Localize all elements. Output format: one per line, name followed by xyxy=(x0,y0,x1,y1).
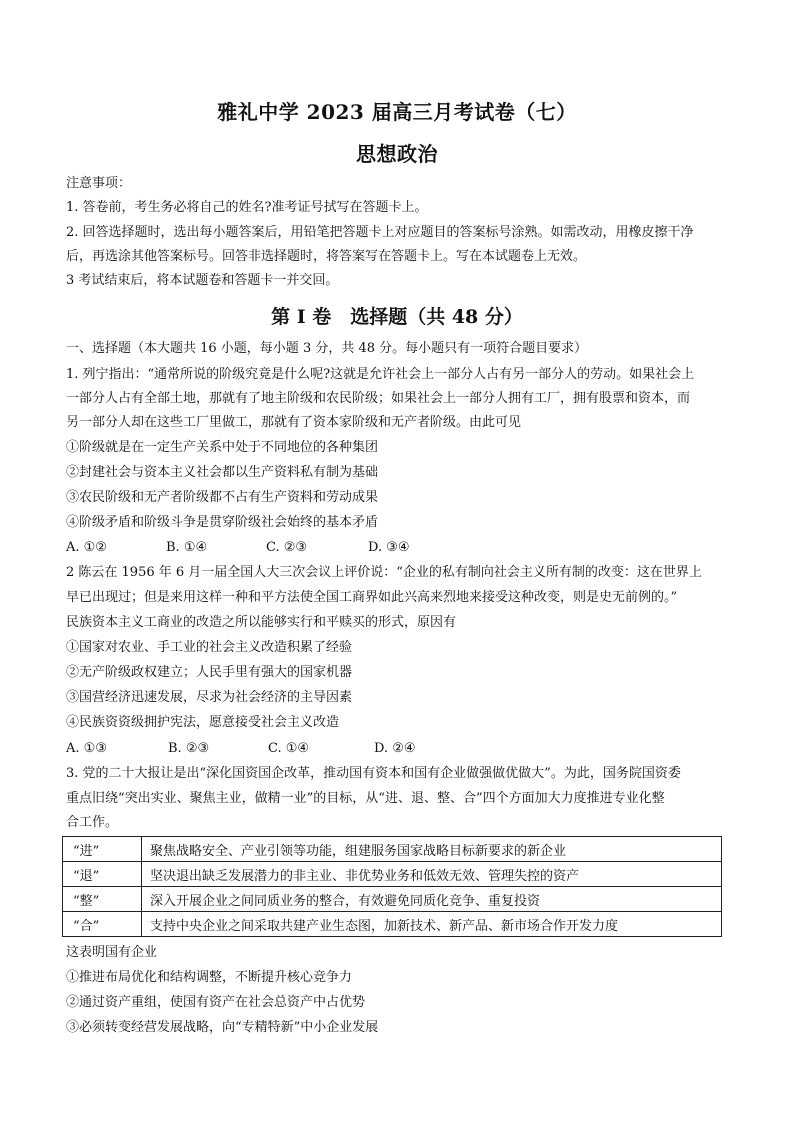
q1-option-d[interactable]: D. ③④ xyxy=(368,540,410,555)
notice-item-1: 1. 答卷前，考生务必将自己的姓名?准考证号拭写在答题卡上。 xyxy=(66,200,428,215)
q1-option-b[interactable]: B. ①④ xyxy=(166,540,208,555)
section-instruction: 一、选择题（本大题共 16 小题，每小题 3 分，共 48 分。每小题只有一项符合题目要求） xyxy=(66,341,588,356)
table-cell-key: “整” xyxy=(63,887,142,912)
q2-option-b[interactable]: B. ②③ xyxy=(168,741,210,756)
q1-statement-4: ④阶级矛盾和阶级斗争是贯穿阶级社会始终的基本矛盾 xyxy=(66,515,379,530)
table-cell-key: “合” xyxy=(63,912,142,937)
notice-item-2a: 2. 回答选择题时，选出每小题答案后，用铅笔把答题卡上对应题目的答案标号涂熟。如需改动，用橡皮擦干净 xyxy=(66,225,694,240)
table-cell-text: 聚焦战略安全、产业引领等功能，组建服务国家战略目标新要求的新企业 xyxy=(142,837,722,862)
q1-stem-line-3: 另一部分人却在这些工厂里做工，那就有了资本家阶级和无产者阶级。由此可见 xyxy=(66,415,522,430)
q3-stem-line-1: 3. 党的二十大报让是出“深化国资国企改革，推动国有资本和国有企业做强做优做大”。为此，国务院国资委 xyxy=(66,766,681,781)
q2-option-c[interactable]: C. ①④ xyxy=(268,741,310,756)
exam-title: 雅礼中学 2023 届高三月考试卷（七） xyxy=(217,100,577,124)
q1-statement-2: ②封建社会与资本主义社会都以生产资料私有制为基础 xyxy=(66,465,379,480)
q1-stem-line-1: 1. 列宁指出：“通常所说的阶级究竟是什么呢?这就是允许社会上一部分人占有另一部分人的劳动。如果社会上 xyxy=(66,367,695,382)
table-cell-text: 支持中央企业之间采取共建产业生态图，加新技术、新产品、新市场合作开发力度 xyxy=(142,912,722,937)
q1-option-a[interactable]: A. ①② xyxy=(66,540,107,555)
table-cell-key: “退” xyxy=(63,862,142,887)
notice-item-2b: 后，再选涂其他答案标号。回答非选择题时，将答案写在答题卡上。写在本试题卷上无效。 xyxy=(66,249,587,264)
q3-statement-3: ③必须转变经营发展战略，向“专精特新”中小企业发展 xyxy=(66,1020,379,1035)
q2-statement-4: ④民族资资级拥护宪法，愿意接受社会主义改造 xyxy=(66,715,340,730)
table-cell-text: 坚决退出缺乏发展潜力的非主业、非优势业务和低效无效、管理失控的资产 xyxy=(142,862,722,887)
q1-statement-1: ①阶级就是在一定生产关系中处于不同地位的各种集团 xyxy=(66,440,379,455)
q1-statement-3: ③农民阶级和无产者阶级都不占有生产资料和劳动成果 xyxy=(66,490,379,505)
table-row xyxy=(63,887,722,912)
notice-heading: 注意事项： xyxy=(66,176,132,191)
q2-statement-3: ③国营经济迅速发展，尽求为社会经济的主导因素 xyxy=(66,690,353,705)
section-title: 第 I 卷 选择题（共 48 分） xyxy=(271,306,523,328)
q2-statement-1: ①国家对农业、手工业的社会主义改造积累了经验 xyxy=(66,640,353,655)
q3-statement-2: ②通过资产重组，使国有资产在社会总资产中占优势 xyxy=(66,995,366,1010)
q3-reform-table xyxy=(62,836,722,937)
q3-statement-1: ①推进布局优化和结构调整，不断提升核心竞争力 xyxy=(66,970,353,985)
subject-title: 思想政治 xyxy=(356,142,438,166)
q1-option-c[interactable]: C. ②③ xyxy=(266,540,308,555)
q2-option-a[interactable]: A. ①③ xyxy=(66,741,107,756)
table-cell-text: 深入开展企业之间同质业务的整合，有效避免同质化竞争、重复投资 xyxy=(142,887,722,912)
table-row xyxy=(63,837,722,862)
notice-item-3: 3 考试结束后，将本试题卷和答题卡一并交回。 xyxy=(66,273,339,288)
table-row xyxy=(63,862,722,887)
table-row xyxy=(63,912,722,937)
q2-option-d[interactable]: D. ②④ xyxy=(374,741,416,756)
q2-stem-line-1: 2 陈云在 1956 年 6 月一届全国人大三次会议上评价说：“企业的私有制向社会主义所有制的改变：这在世界上 xyxy=(66,565,702,580)
q3-stem-line-2: 重点旧绕“突出实业、聚焦主业，做精一业”的目标，从“进、退、整、合”四个方面加大力度推进专业化整 xyxy=(66,791,665,806)
q2-stem-line-3: 民族资本主义工商业的改造之所以能够实行和平赎买的形式，原因有 xyxy=(66,615,457,630)
q3-stem-line-3: 合工作。 xyxy=(66,815,119,830)
q2-stem-line-2: 早已出现过；但是来用这样一种和平方法使全国工商界如此兴高来烈地来接受这种改变，则是史无前例的。” xyxy=(66,590,678,605)
table-cell-key: “进” xyxy=(63,837,142,862)
q1-stem-line-2: 一部分人占有全部土地，那就有了地主阶级和农民阶级；如果社会上一部分人拥有工厂，拥有股票和资本，而 xyxy=(66,391,691,406)
q3-after-table: 这表明国有企业 xyxy=(66,945,158,960)
q2-statement-2: ②无产阶级政权建立；人民手里有强大的国家机器 xyxy=(66,665,353,680)
